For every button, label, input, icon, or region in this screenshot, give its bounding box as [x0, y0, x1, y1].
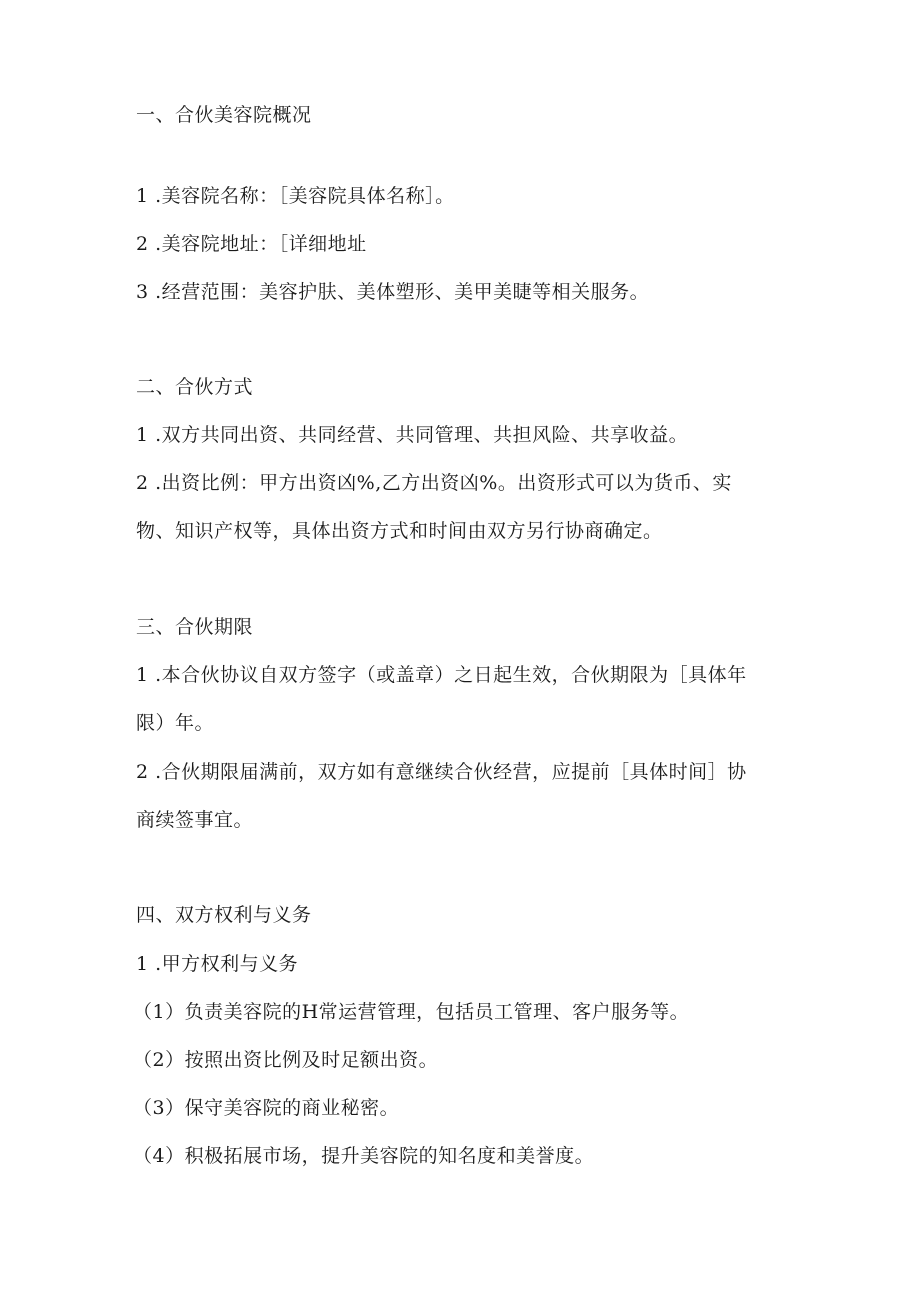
- section-2-line-2: 2 .出资比例：甲方出资凶%,乙方出资凶%。出资形式可以为货币、实: [136, 472, 732, 494]
- section-1-line-2: 2 .美容院地址：［详细地址: [136, 233, 367, 255]
- section-4-item-2: （2）按照出资比例及时足额出资。: [133, 1049, 439, 1071]
- section-1-line-1: 1 .美容院名称：［美容院具体名称］。: [136, 185, 455, 207]
- section-4-item-4: （4）积极拓展市场，提升美容院的知名度和美誉度。: [133, 1145, 595, 1167]
- section-3-line-4: 商续签事宜。: [136, 809, 254, 831]
- section-1-line-3: 3 .经营范围：美容护肤、美体塑形、美甲美睫等相关服务。: [136, 281, 650, 303]
- section-3-heading: 三、合伙期限: [136, 616, 254, 638]
- section-2-heading: 二、合伙方式: [136, 376, 254, 398]
- section-3-line-1: 1 .本合伙协议自双方签字（或盖章）之日起生效，合伙期限为［具体年: [136, 664, 747, 686]
- section-4-item-1: （1）负责美容院的H常运营管理，包括员工管理、客户服务等。: [133, 1001, 690, 1023]
- section-4-heading: 四、双方权利与义务: [136, 904, 312, 926]
- section-3-line-3: 2 .合伙期限届满前，双方如有意继续合伙经营，应提前［具体时间］协: [136, 761, 747, 783]
- section-1-heading: 一、合伙美容院概况: [136, 104, 312, 126]
- section-2-line-3: 物、知识产权等，具体出资方式和时间由双方另行协商确定。: [136, 520, 663, 542]
- section-2-line-1: 1 .双方共同出资、共同经营、共同管理、共担风险、共享收益。: [136, 424, 689, 446]
- section-4-item-3: （3）保守美容院的商业秘密。: [133, 1097, 400, 1119]
- section-3-line-2: 限）年。: [136, 712, 215, 734]
- section-4-line-1: 1 .甲方权利与义务: [136, 953, 299, 975]
